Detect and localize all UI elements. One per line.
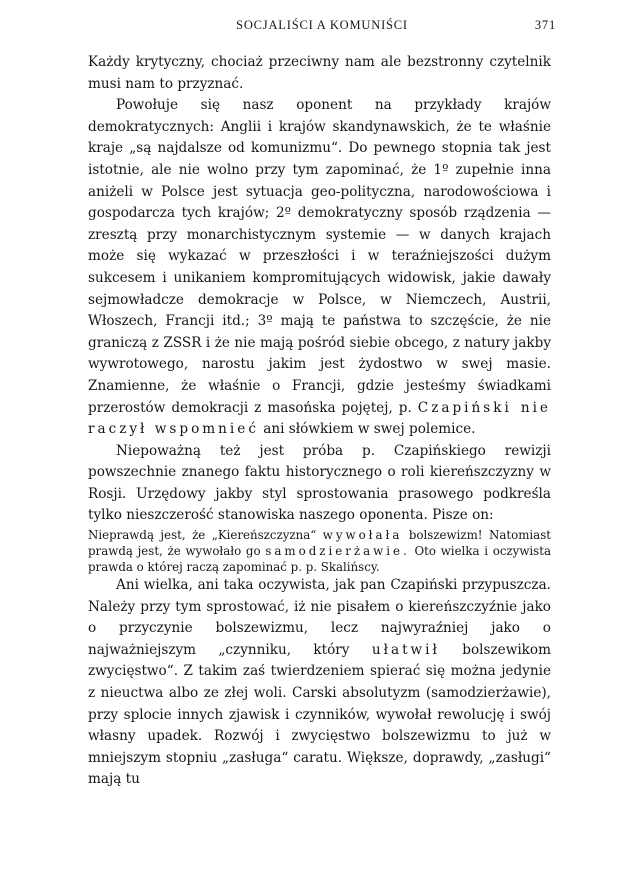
body-text [88, 52, 551, 791]
chapter-title: SOCJALIŚCI A KOMUNIŚCI [236, 18, 408, 32]
quote-text-c: Oto wielka i oczywista prawda o której raczą zapominać p. p. Skalińscy. [88, 544, 552, 575]
paragraph-4-spaced-emphasis: ułatwił [371, 641, 440, 658]
paragraph-2-text-b: ani słówkiem w swej polemice. [263, 421, 476, 438]
paragraph-1: Każdy krytyczny, chociaż przeciwny nam ale bezstronny czytelnik musi nam to przyznać. [88, 54, 551, 92]
paragraph-4 [88, 575, 551, 791]
paragraph-4-text-a: Ani wielka, ani taka oczywista, jak pan Czapiński przypuszcza. Należy przy tym sprostować, iż nie pisałem o kiereńszczyźnie jako o przyczynie bolszewizmu, lecz najwyraźniej jako o najważniejszym „czynniku, który [88, 577, 551, 658]
quote-text-a: Nieprawdą jest, że „Kiereńszczyzna“ [88, 528, 317, 543]
spaced-emphasis: Czapiński nie raczył wspomnieć [88, 399, 551, 438]
quote-text-b: bolszewizm! Natomiast prawdą jest, że wywołało go [88, 528, 551, 559]
quote-spaced-emphasis-1: wywołała [322, 528, 403, 543]
paragraph-3: Niepoważną też jest próba p. Czapińskiego rewizji powszechnie znanego faktu historycznego o roli kiereńszczyzny w Rosji. Urzędowy jakby styl sprostowania prasowego podkreśla tylko nieszczerość stanowiska naszego oponenta. Pisze on: [88, 442, 551, 524]
quote-spaced-emphasis-2: samodzierżawie. [265, 544, 410, 559]
block-quote [88, 527, 551, 575]
page-number: 371 [534, 18, 556, 32]
paragraph-2 [88, 95, 551, 441]
paragraph-2-text-a: Powołuje się nasz oponent na przykłady krajów demokratycznych: Anglii i krajów skandynawskich, że te właśnie kraje „są najdalsze od komunizmu“. Do pewnego stopnia tak jest istotnie, ale nie wolno przy tym zapominać, że 1º zupełnie inna aniżeli w Polsce jest sytuacja geo-polityczna, narodowościowa i gospodarcza tych krajów; 2º demokratyczny sposób rządzenia — zresztą przy monarchistycznym systemie — w danych krajach może się wykazać w przeszłości i w teraźniejszości dużym sukcesem i unikaniem kompromitujących widowisk, jakie dawały sejmowładcze demokracje w Polsce, w Niemczech, Austrii, Włoszech, Francji itd.; 3º mają te państwa to szczęście, że nie graniczą z ZSSR i że nie mają pośród siebie obcego, z natury jakby wywrotowego, narostu jakim jest żydostwo w swej masie. Znamienne, że właśnie o Francji, gdzie jesteśmy świadkami przerostów demokracji z masońska pojętej, p. [88, 97, 551, 416]
paragraph-4-text-b: bolszewikom zwycięstwo“. Z takim zaś twierdzeniem spierać się można jedynie z nieuctwa albo ze złej woli. Carski absolutyzm (samodzierżawie), przy splocie innych zjawisk i czynników, wywołał rewolucję i swój własny upadek. Rozwój i zwycięstwo bolszewizmu to już w mniejszym stopniu „zasługa“ caratu. Większe, doprawdy, „zasługi“ mają tu [88, 641, 551, 788]
running-head [88, 18, 556, 38]
